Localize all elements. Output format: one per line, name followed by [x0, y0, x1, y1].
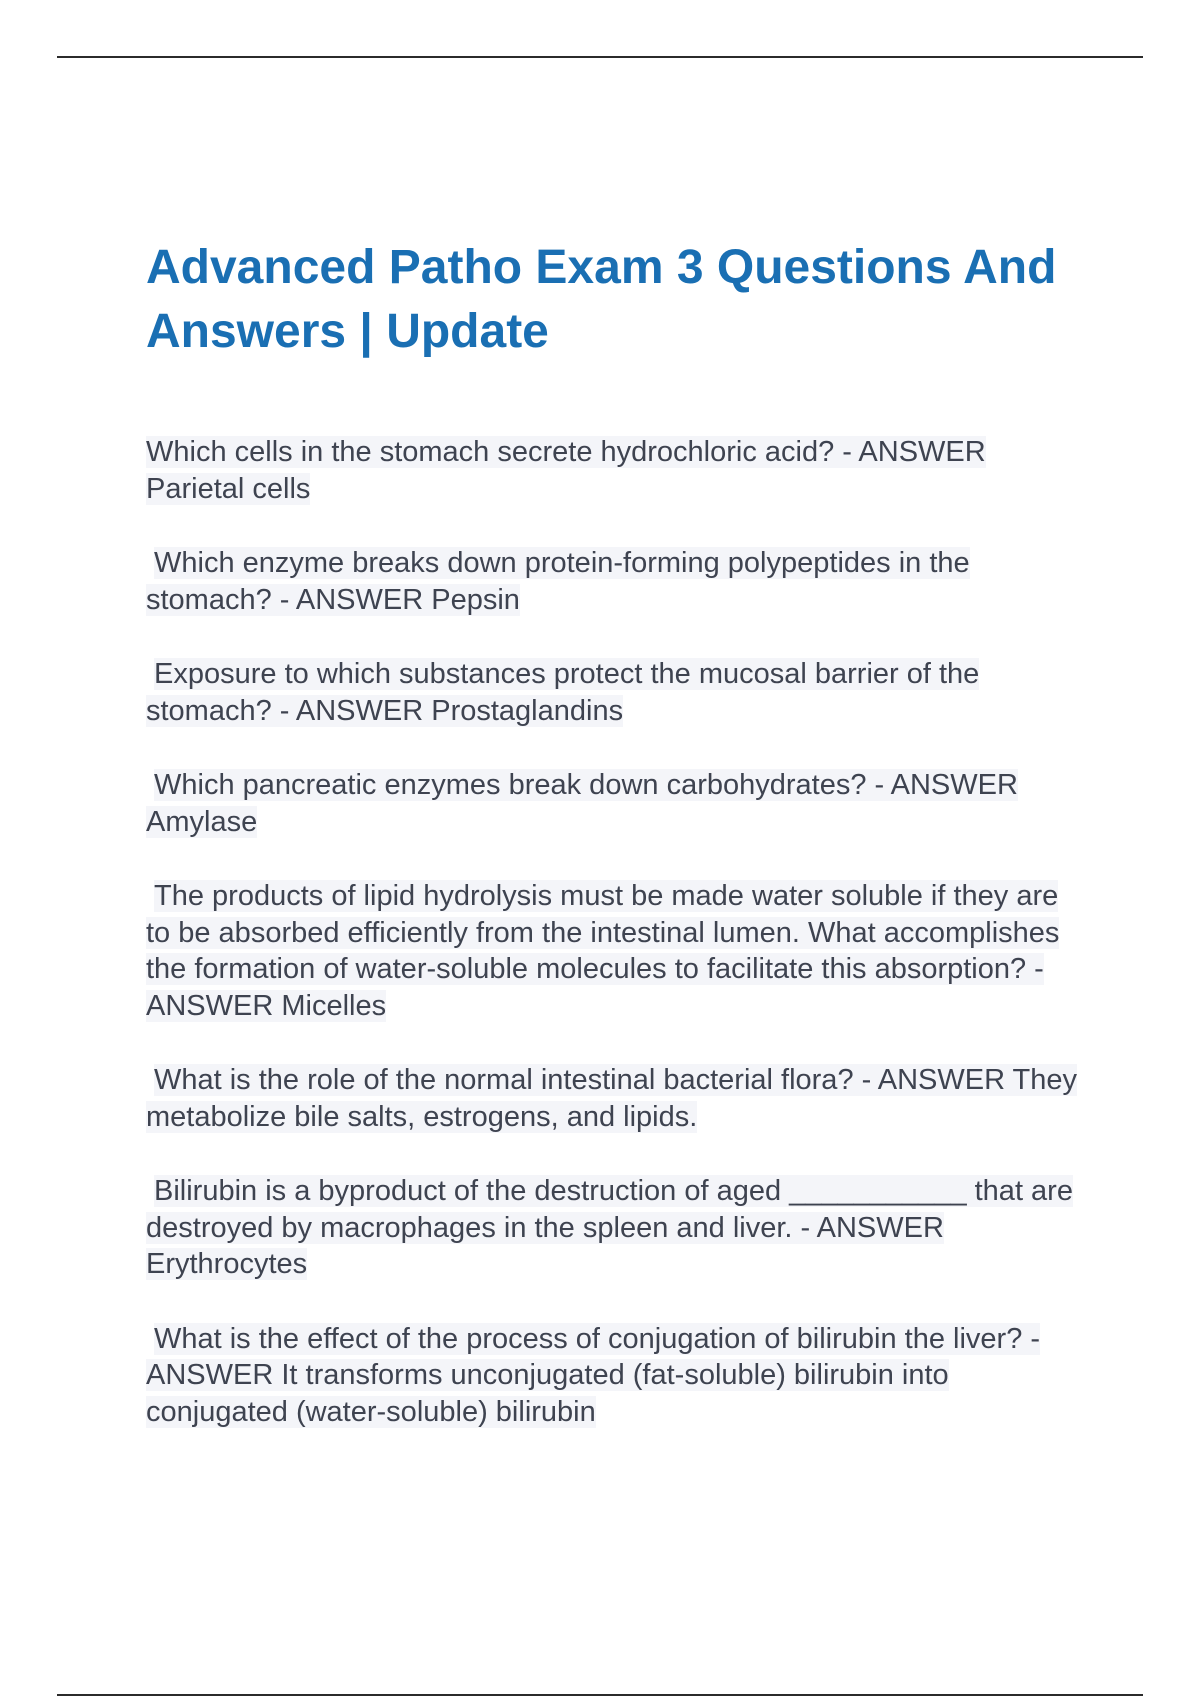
qa-text: Which cells in the stomach secrete hydrochloric acid? - ANSWER Parietal cells: [146, 436, 986, 505]
qa-item: [146, 767, 1086, 840]
qa-list: [146, 434, 1086, 1430]
bottom-divider: [57, 1694, 1143, 1696]
qa-item: [146, 1062, 1086, 1135]
qa-item: [146, 878, 1086, 1024]
qa-text: What is the effect of the process of conjugation of bilirubin the liver? - ANSWER It transforms unconjugated (fat-soluble) bilirubin into conjugated (water-soluble) bilirubin: [146, 1322, 1041, 1428]
qa-text: What is the role of the normal intestinal bacterial flora? - ANSWER They metabolize bile salts, estrogens, and lipids.: [146, 1064, 1078, 1133]
page-content: [146, 236, 1086, 1468]
qa-item: [146, 656, 1086, 729]
qa-text: The products of lipid hydrolysis must be made water soluble if they are to be absorbed efficiently from the intestinal lumen. What accomplishes the formation of water-soluble molecules to facilitate this absorption? - ANSWER Micelles: [146, 880, 1060, 1022]
qa-text: Which enzyme breaks down protein-forming polypeptides in the stomach? - ANSWER Pepsin: [146, 547, 970, 616]
qa-text: Bilirubin is a byproduct of the destruction of aged ___________ that are destroyed by macrophages in the spleen and liver. - ANSWER Erythrocytes: [146, 1175, 1073, 1280]
qa-item: [146, 1321, 1086, 1431]
document-title: Advanced Patho Exam 3 Questions And Answers | Update: [146, 241, 1057, 358]
qa-text: Exposure to which substances protect the mucosal barrier of the stomach? - ANSWER Prostaglandins: [146, 658, 980, 727]
qa-item: [146, 545, 1086, 618]
qa-item: [146, 1173, 1086, 1283]
qa-text: Which pancreatic enzymes break down carbohydrates? - ANSWER Amylase: [146, 769, 1018, 838]
top-divider: [57, 56, 1143, 58]
qa-item: [146, 434, 1086, 507]
